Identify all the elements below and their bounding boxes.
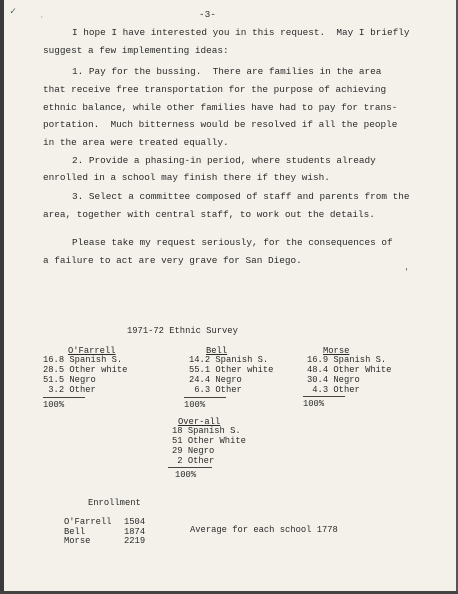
survey-row: 55.1 Other white (189, 365, 274, 375)
corner-dot: · (40, 14, 44, 21)
enrollment-count: 2219 (124, 536, 146, 546)
body-line: portation. Much bitterness would be resolved if all the people (43, 119, 398, 130)
survey-row: 6.3 Other (189, 385, 242, 395)
body-line: ethnic balance, while other families have had to pay for trans- (43, 102, 398, 113)
overall-heading: Over-all (178, 417, 221, 427)
total-rule (168, 467, 212, 468)
survey-row: 16.8 Spanish S. (43, 355, 123, 365)
survey-total: 100% (184, 400, 206, 410)
survey-row: 48.4 Other White (307, 365, 392, 375)
body-line: in the area were treated equally. (43, 137, 229, 148)
body-line: a failure to act are very grave for San Diego. (43, 255, 302, 266)
survey-title: 1971-72 Ethnic Survey (127, 326, 238, 336)
survey-row: 51.5 Negro (43, 375, 96, 385)
survey-row: 3.2 Other (43, 385, 96, 395)
school-name-bell: Bell (206, 346, 228, 356)
survey-row: 24.4 Negro (189, 375, 242, 385)
survey-total: 100% (43, 400, 65, 410)
survey-row: 30.4 Negro (307, 375, 360, 385)
survey-total: 100% (175, 470, 197, 480)
school-name-ofarrell: O'Farrell (68, 346, 116, 356)
total-rule (184, 397, 226, 398)
enrollment-count: 1874 (124, 527, 146, 537)
body-line: that receive free transportation for the purpose of achieving (43, 84, 387, 95)
body-line: area, together with central staff, to work out the details. (43, 209, 375, 220)
enrollment-school: Bell (64, 527, 86, 537)
survey-row: 28.5 Other white (43, 365, 128, 375)
page-number: -3- (199, 9, 216, 20)
body-line: 1. Pay for the bussing. There are families in the area (72, 66, 382, 77)
survey-row: 18 Spanish S. (172, 426, 241, 436)
body-line: enrolled in a school may finish there if they wish. (43, 172, 330, 183)
enrollment-count: 1504 (124, 517, 146, 527)
enrollment-title: Enrollment (88, 498, 141, 508)
body-line: I hope I have interested you in this request. May I briefly (72, 27, 410, 38)
survey-row: 4.3 Other (307, 385, 360, 395)
enrollment-school: Morse (64, 536, 91, 546)
body-line: 3. Select a committee composed of staff and parents from the (72, 191, 410, 202)
school-name-morse: Morse (323, 346, 350, 356)
survey-row: 51 Other White (172, 436, 246, 446)
corner-mark: ✓ (10, 7, 17, 18)
survey-row: 14.2 Spanish S. (189, 355, 269, 365)
enrollment-school: O'Farrell (64, 517, 112, 527)
enrollment-average: Average for each school 1778 (190, 525, 338, 535)
survey-row: 2 Other (172, 456, 215, 466)
page-border-left (0, 0, 4, 594)
body-line: suggest a few implementing ideas: (43, 45, 229, 56)
total-rule (43, 397, 85, 398)
survey-row: 16.9 Spanish S. (307, 355, 387, 365)
survey-total: 100% (303, 399, 325, 409)
body-line: Please take my request seriously, for the consequences of (72, 237, 393, 248)
total-rule (303, 396, 345, 397)
body-line: 2. Provide a phasing-in period, where students already (72, 155, 376, 166)
survey-row: 29 Negro (172, 446, 215, 456)
stray-mark: ' (404, 268, 409, 277)
